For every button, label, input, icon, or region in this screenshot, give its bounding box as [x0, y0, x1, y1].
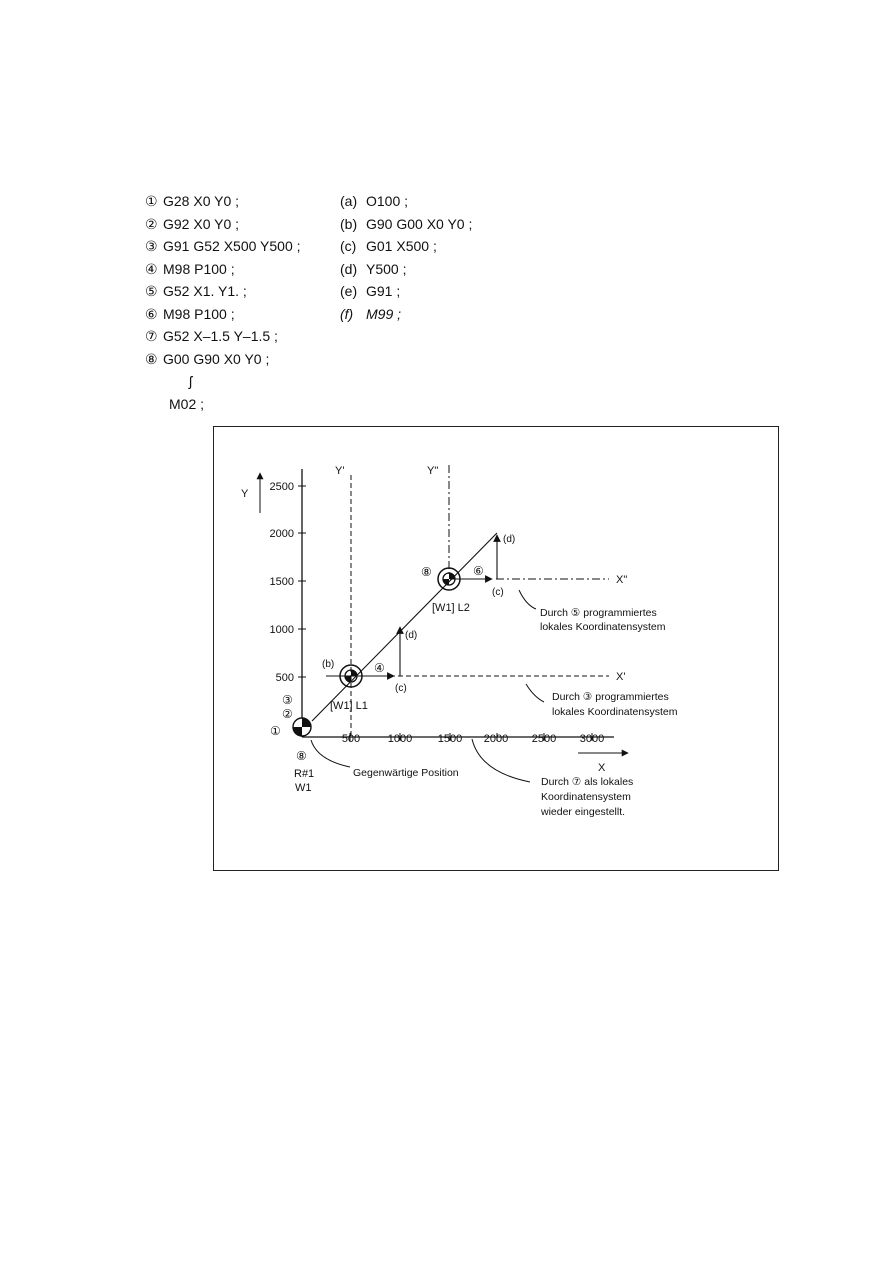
step-mark: ⑧	[296, 749, 307, 763]
y-ticks	[270, 481, 306, 684]
leader-note5	[519, 590, 536, 609]
x-tick-label: 3000	[579, 733, 605, 745]
code-text: M98 P100 ;	[163, 260, 235, 277]
machine-origin-marker	[293, 718, 311, 736]
code-text: M98 P100 ;	[163, 305, 235, 322]
leader-note3	[526, 684, 544, 702]
coordinate-system-figure	[213, 426, 779, 871]
y-prime-label: Y'	[335, 465, 345, 477]
subprogram-line	[340, 280, 472, 303]
note3-line1: Durch ③ programmiertes	[552, 691, 669, 703]
x-double-prime-label: X"	[616, 574, 628, 586]
note5-line2: lokales Koordinatensystem	[540, 621, 666, 633]
main-program-line	[145, 190, 301, 213]
main-program-line	[145, 325, 301, 348]
move-label: (d)	[503, 534, 516, 545]
step-number: ①	[145, 193, 158, 209]
local-system-l2-label: [W1] L2	[432, 602, 470, 614]
code-text: G92 X0 Y0 ;	[163, 215, 240, 232]
move-label: (b)	[322, 659, 335, 670]
step-mark: ③	[282, 693, 293, 707]
note7-line2: Koordinatensystem	[541, 791, 631, 803]
step-number: ④	[145, 260, 158, 277]
x-tick-label: 2000	[483, 733, 509, 745]
note3-line2: lokales Koordinatensystem	[552, 706, 678, 718]
step-number: ⑧	[145, 350, 158, 367]
note7-line3: wieder eingestellt.	[541, 806, 626, 818]
step-number: ⑤	[145, 283, 158, 299]
main-program-line	[145, 235, 301, 258]
y-tick-label: 2500	[269, 481, 294, 493]
leader-note7	[472, 739, 530, 782]
subprogram-line	[340, 235, 472, 258]
note7-line1: Durch ⑦ als lokales	[541, 776, 634, 788]
y-tick-label: 2000	[269, 528, 294, 540]
code-text: M02 ;	[169, 395, 205, 412]
subprogram-line	[340, 190, 472, 213]
workpiece-system-label: W1	[295, 782, 312, 794]
subprogram-line	[340, 213, 472, 236]
step-mark: ④	[374, 661, 385, 675]
y-axis-label: Y	[241, 488, 249, 500]
main-program-line	[145, 213, 301, 236]
note5-line1: Durch ⑤ programmiertes	[540, 607, 657, 619]
line-label: (d)	[340, 260, 358, 277]
y-tick-label: 500	[275, 672, 294, 684]
code-text: G52 X–1.5 Y–1.5 ;	[163, 328, 278, 344]
code-text: ʃ	[189, 373, 193, 389]
code-text: G91 G52 X500 Y500 ;	[163, 238, 301, 254]
step-mark: ①	[270, 724, 281, 738]
x-tick-label: 1000	[387, 733, 413, 745]
x-prime-label: X'	[616, 671, 626, 683]
local-system-l1-label: [W1] L1	[330, 700, 368, 712]
x-axis-label: X	[598, 762, 606, 774]
code-text: G91 ;	[366, 283, 401, 299]
step-number: ③	[145, 238, 158, 254]
main-program-line	[145, 280, 301, 303]
line-label: (a)	[340, 193, 358, 209]
main-program-line	[145, 348, 301, 371]
main-program-line	[145, 393, 301, 416]
y-double-prime-label: Y"	[427, 465, 439, 477]
code-text: G00 G90 X0 Y0 ;	[163, 350, 270, 367]
step-mark: ⑧	[421, 565, 432, 579]
move-label: (d)	[405, 630, 418, 641]
y-tick-label: 1500	[269, 576, 294, 588]
current-position-label: Gegenwärtige Position	[353, 767, 459, 779]
step-number: ⑥	[145, 305, 158, 322]
x-tick-label: 2500	[531, 733, 557, 745]
code-text: G52 X1. Y1. ;	[163, 283, 247, 299]
main-program-line	[145, 303, 301, 326]
code-text: O100 ;	[366, 193, 409, 209]
line-label: (b)	[340, 215, 358, 232]
line-label: (f)	[340, 305, 354, 322]
step-mark: ②	[282, 707, 293, 721]
code-text: Y500 ;	[366, 260, 407, 277]
subprogram-line	[340, 258, 472, 281]
move-label: (c)	[492, 587, 504, 598]
main-program-line	[145, 370, 301, 393]
y-tick-label: 1000	[269, 624, 294, 636]
code-text: G90 G00 X0 Y0 ;	[366, 215, 473, 232]
code-text: G28 X0 Y0 ;	[163, 193, 240, 209]
reference-point-label: R#1	[294, 768, 315, 780]
step-mark: ⑥	[473, 564, 484, 578]
subprogram-listing	[340, 190, 472, 325]
move-label: (c)	[395, 683, 407, 694]
coordinate-diagram	[214, 427, 778, 870]
main-program-listing	[145, 190, 301, 415]
code-text: G01 X500 ;	[366, 238, 437, 254]
x-tick-label: 500	[341, 733, 361, 745]
step-number: ⑦	[145, 328, 158, 344]
code-text: M99 ;	[366, 305, 402, 322]
x-tick-label: 1500	[437, 733, 463, 745]
line-label: (e)	[340, 283, 358, 299]
subprogram-line	[340, 303, 472, 326]
step-number: ②	[145, 215, 158, 232]
line-label: (c)	[340, 238, 357, 254]
main-program-line	[145, 258, 301, 281]
